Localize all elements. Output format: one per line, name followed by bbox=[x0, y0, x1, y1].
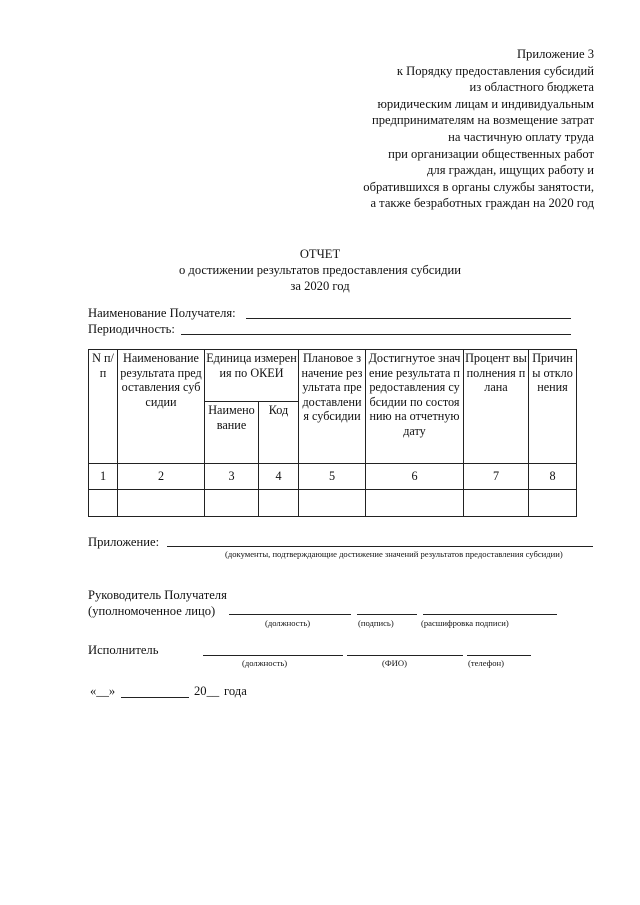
data-cell[interactable] bbox=[259, 490, 299, 517]
head-decoding-caption: (расшифровка подписи) bbox=[421, 618, 509, 628]
data-cell[interactable] bbox=[118, 490, 205, 517]
data-cell[interactable] bbox=[89, 490, 118, 517]
header-unit-code: Код bbox=[259, 402, 299, 464]
executor-position-caption: (должность) bbox=[242, 658, 288, 668]
column-number-row bbox=[89, 464, 577, 490]
header-unit-name: Наименование bbox=[205, 402, 259, 464]
data-cell[interactable] bbox=[366, 490, 464, 517]
appendix-header bbox=[274, 46, 594, 212]
column-number: 1 bbox=[89, 464, 118, 490]
report-title-block bbox=[0, 246, 640, 294]
data-cell[interactable] bbox=[529, 490, 577, 517]
appendix-line: обратившихся в органы службы занятости, bbox=[363, 179, 594, 194]
periodicity-label: Периодичность: bbox=[88, 322, 175, 336]
column-number: 3 bbox=[205, 464, 259, 490]
attachment-label: Приложение: bbox=[88, 535, 160, 549]
date-suffix: года bbox=[224, 684, 247, 698]
head-position-caption: (должность) bbox=[265, 618, 311, 628]
header-percent: Процент выполнения плана bbox=[464, 350, 529, 464]
report-year: за 2020 год bbox=[290, 279, 350, 293]
periodicity-field-line[interactable] bbox=[181, 334, 571, 335]
column-number: 8 bbox=[529, 464, 577, 490]
executor-name-caption: (ФИО) bbox=[382, 658, 407, 668]
header-reasons: Причины отклонения bbox=[529, 350, 577, 464]
data-cell[interactable] bbox=[299, 490, 366, 517]
head-signature-line[interactable] bbox=[357, 614, 417, 615]
executor-position-line[interactable] bbox=[203, 655, 343, 656]
appendix-line: при организации общественных работ bbox=[388, 146, 594, 161]
executor-phone-caption: (телефон) bbox=[468, 658, 504, 668]
header-achieved: Достигнутое значение результата предоставления субсидии по состоянию на отчетную дату bbox=[366, 350, 464, 464]
appendix-line: предпринимателям на возмещение затрат bbox=[371, 113, 594, 128]
recipient-label: Наименование Получателя: bbox=[88, 306, 236, 320]
appendix-line: а также безработных граждан на 2020 год bbox=[370, 196, 594, 211]
report-heading: ОТЧЕТ bbox=[299, 247, 341, 261]
header-unit: Единица измерения по ОКЕИ bbox=[205, 350, 299, 402]
head-position-line[interactable] bbox=[229, 614, 351, 615]
recipient-field-line[interactable] bbox=[246, 318, 571, 319]
data-cell[interactable] bbox=[464, 490, 529, 517]
column-number: 6 bbox=[366, 464, 464, 490]
head-label-line2: (уполномоченное лицо) bbox=[88, 604, 216, 618]
appendix-line: Приложение 3 bbox=[516, 47, 594, 61]
report-table bbox=[88, 349, 577, 517]
head-decoding-line[interactable] bbox=[423, 614, 557, 615]
executor-phone-line[interactable] bbox=[467, 655, 531, 656]
header-planned: Плановое значение результата предоставления субсидии bbox=[299, 350, 366, 464]
column-number: 7 bbox=[464, 464, 529, 490]
attachment-field-line[interactable] bbox=[167, 546, 593, 547]
column-number: 4 bbox=[259, 464, 299, 490]
head-label-line1: Руководитель Получателя bbox=[88, 588, 227, 602]
appendix-line: юридическим лицам и индивидуальным bbox=[377, 96, 594, 111]
attachment-caption: (документы, подтверждающие достижение значений результатов предоставления субсидии) bbox=[225, 549, 563, 559]
executor-label: Исполнитель bbox=[88, 643, 159, 657]
header-num: N п/п bbox=[89, 350, 118, 464]
appendix-line: для граждан, ищущих работу и bbox=[427, 163, 594, 178]
date-year: 20__ bbox=[194, 684, 220, 698]
column-number: 2 bbox=[118, 464, 205, 490]
appendix-line: из областного бюджета bbox=[469, 80, 594, 95]
header-result-name: Наименование результата предоставления субсидии bbox=[118, 350, 205, 464]
column-number: 5 bbox=[299, 464, 366, 490]
date-day: «__» bbox=[90, 684, 116, 698]
date-month-line[interactable] bbox=[121, 697, 189, 698]
report-subtitle: о достижении результатов предоставления субсидии bbox=[178, 263, 462, 277]
appendix-line: на частичную оплату труда bbox=[448, 129, 594, 144]
data-row bbox=[89, 490, 577, 517]
data-cell[interactable] bbox=[205, 490, 259, 517]
executor-name-line[interactable] bbox=[347, 655, 463, 656]
appendix-line: к Порядку предоставления субсидий bbox=[396, 63, 594, 78]
head-signature-caption: (подпись) bbox=[358, 618, 394, 628]
